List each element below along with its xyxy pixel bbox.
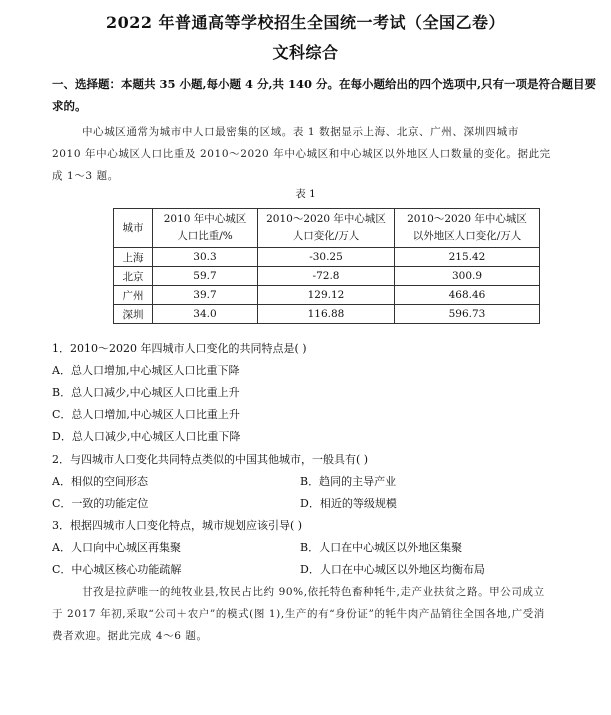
table-cell: 129.12 xyxy=(258,286,395,305)
question-2-option-c[interactable]: C．一致的功能定位 xyxy=(52,497,149,510)
table-cell: 596.73 xyxy=(395,305,540,324)
question-1-option-b[interactable]: B．总人口减少,中心城区人口比重上升 xyxy=(52,386,240,399)
table-header-row xyxy=(114,209,540,248)
data-table xyxy=(113,208,540,324)
next-intro-line-1: 甘孜是拉萨唯一的纯牧业县,牧民占比约 90%,依托特色畜种牦牛,走产业扶贫之路。甲公司成立 xyxy=(82,586,545,598)
next-intro-line-3: 费者欢迎。据此完成 4～6 题。 xyxy=(52,630,208,642)
table-cell: 116.88 xyxy=(258,305,395,324)
question-1-stem: 1．2010～2020 年四城市人口变化的共同特点是( ) xyxy=(52,342,307,355)
table-row xyxy=(114,267,540,286)
table-row xyxy=(114,248,540,267)
question-3-option-a[interactable]: A．人口向中心城区再集聚 xyxy=(52,541,181,554)
table-cell: 39.7 xyxy=(153,286,258,305)
question-3-option-d[interactable]: D．人口在中心城区以外地区均衡布局 xyxy=(300,563,485,576)
table-cell: 上海 xyxy=(114,248,153,267)
question-2-option-b[interactable]: B．趋同的主导产业 xyxy=(300,475,397,488)
question-2-option-d[interactable]: D．相近的等级规模 xyxy=(300,497,397,510)
question-1-option-a[interactable]: A．总人口增加,中心城区人口比重下降 xyxy=(52,364,240,377)
table-row xyxy=(114,305,540,324)
table-cell: 深圳 xyxy=(114,305,153,324)
exam-title: 2022 年普通高等学校招生全国统一考试（全国乙卷） xyxy=(105,13,506,32)
table-cell: -30.25 xyxy=(258,248,395,267)
question-3-stem: 3．根据四城市人口变化特点，城市规划应该引导( ) xyxy=(52,519,303,532)
table-header-cell: 2010～2020 年中心城区 人口变化/万人 xyxy=(258,209,395,248)
table-cell: 北京 xyxy=(114,267,153,286)
question-3-option-c[interactable]: C．中心城区核心功能疏解 xyxy=(52,563,182,576)
table-cell: 30.3 xyxy=(153,248,258,267)
section-heading-line-1: 一、选择题：本题共 35 小题,每小题 4 分,共 140 分。在每小题给出的四个选项中,只有一项是符合题目要 xyxy=(52,77,597,91)
exam-subtitle: 文科综合 xyxy=(272,43,339,62)
question-3-option-b[interactable]: B．人口在中心城区以外地区集聚 xyxy=(300,541,463,554)
intro-line-1: 中心城区通常为城市中人口最密集的区域。表 1 数据显示上海、北京、广州、深圳四城市 xyxy=(82,126,519,138)
intro-line-3: 成 1～3 题。 xyxy=(52,170,119,182)
table-cell: 215.42 xyxy=(395,248,540,267)
section-heading-line-2: 求的。 xyxy=(52,99,87,113)
next-intro-line-2: 于 2017 年初,采取“公司＋农户”的模式(图 1),生产的有“身份证”的牦牛肉产品销往全国各地,广受消 xyxy=(52,608,545,620)
table-cell: -72.8 xyxy=(258,267,395,286)
table-cell: 广州 xyxy=(114,286,153,305)
table-header-cell: 2010～2020 年中心城区 以外地区人口变化/万人 xyxy=(395,209,540,248)
question-2-option-a[interactable]: A．相似的空间形态 xyxy=(52,475,148,488)
intro-line-2: 2010 年中心城区人口比重及 2010～2020 年中心城区和中心城区以外地区人口数量的变化。据此完 xyxy=(52,148,551,160)
question-1-option-d[interactable]: D．总人口减少,中心城区人口比重下降 xyxy=(52,430,241,443)
question-2-stem: 2．与四城市人口变化共同特点类似的中国其他城市，一般具有( ) xyxy=(52,453,369,466)
table-header-cell: 2010 年中心城区 人口比重/% xyxy=(153,209,258,248)
table-header-cell: 城市 xyxy=(114,209,153,248)
question-1-option-c[interactable]: C．总人口增加,中心城区人口比重上升 xyxy=(52,408,240,421)
table-cell: 34.0 xyxy=(153,305,258,324)
table-cell: 300.9 xyxy=(395,267,540,286)
table-cell: 59.7 xyxy=(153,267,258,286)
table-cell: 468.46 xyxy=(395,286,540,305)
table-row xyxy=(114,286,540,305)
table-caption: 表 1 xyxy=(295,188,316,200)
